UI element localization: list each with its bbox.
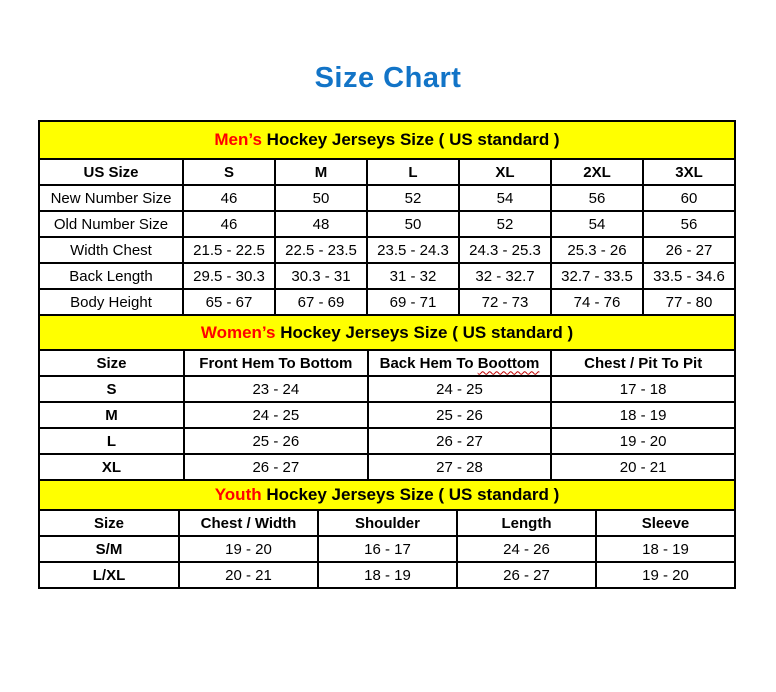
table-row	[39, 237, 735, 263]
row-label: Back Length	[39, 263, 183, 289]
column-header-text: Back Hem To	[379, 354, 474, 372]
table-cell: 50	[275, 185, 367, 211]
table-cell: 24 - 26	[457, 536, 596, 562]
page-title: Size Chart	[314, 62, 462, 94]
table-cell: 18 - 19	[318, 562, 457, 588]
table-cell: 33.5 - 34.6	[643, 263, 735, 289]
table-cell: 52	[459, 211, 551, 237]
column-header: 2XL	[551, 159, 643, 185]
youth-heading-red-word: Youth	[214, 485, 262, 504]
table-cell: 26 - 27	[457, 562, 596, 588]
table-cell: 46	[183, 185, 275, 211]
table-cell: 48	[275, 211, 367, 237]
table-cell: 21.5 - 22.5	[183, 237, 275, 263]
table-cell: 77 - 80	[643, 289, 735, 315]
table-cell: 72 - 73	[459, 289, 551, 315]
row-label: XL	[39, 454, 184, 480]
table-row	[39, 263, 735, 289]
table-cell: 19 - 20	[179, 536, 318, 562]
column-header: Size	[39, 510, 179, 536]
mens-section-header-row	[39, 121, 735, 159]
column-header: Size	[39, 350, 184, 376]
youth-section-header	[39, 480, 735, 510]
table-cell: 74 - 76	[551, 289, 643, 315]
row-label: L/XL	[39, 562, 179, 588]
womens-column-header-row	[39, 350, 735, 376]
table-cell: 24 - 25	[368, 376, 552, 402]
table-cell: 20 - 21	[179, 562, 318, 588]
table-cell: 54	[459, 185, 551, 211]
column-header: S	[183, 159, 275, 185]
womens-heading-text: Hockey Jerseys Size ( US standard )	[280, 322, 574, 342]
mens-section-header	[39, 121, 735, 159]
table-row	[39, 376, 735, 402]
column-header: Length	[457, 510, 596, 536]
youth-size-table	[38, 479, 736, 589]
column-header: Chest / Pit To Pit	[551, 350, 735, 376]
table-cell: 19 - 20	[551, 428, 735, 454]
table-cell: 27 - 28	[368, 454, 552, 480]
table-cell: 32 - 32.7	[459, 263, 551, 289]
table-cell: 54	[551, 211, 643, 237]
table-row	[39, 454, 735, 480]
mens-column-header-row	[39, 159, 735, 185]
table-cell: 17 - 18	[551, 376, 735, 402]
table-cell: 18 - 19	[551, 402, 735, 428]
row-label: S/M	[39, 536, 179, 562]
table-cell: 24 - 25	[184, 402, 368, 428]
table-row	[39, 211, 735, 237]
column-header: L	[367, 159, 459, 185]
youth-heading-text: Hockey Jerseys Size ( US standard )	[266, 485, 560, 504]
youth-section-header-row	[39, 480, 735, 510]
row-label: Body Height	[39, 289, 183, 315]
table-cell: 23 - 24	[184, 376, 368, 402]
column-header: XL	[459, 159, 551, 185]
size-tables-container	[38, 120, 736, 589]
column-header: Sleeve	[596, 510, 735, 536]
table-cell: 69 - 71	[367, 289, 459, 315]
table-cell: 32.7 - 33.5	[551, 263, 643, 289]
row-label: M	[39, 402, 184, 428]
table-cell: 16 - 17	[318, 536, 457, 562]
table-row	[39, 428, 735, 454]
column-header: Shoulder	[318, 510, 457, 536]
mens-heading-red-word: Men’s	[214, 130, 262, 149]
row-label: L	[39, 428, 184, 454]
column-header: Chest / Width	[179, 510, 318, 536]
table-cell: 18 - 19	[596, 536, 735, 562]
table-cell: 20 - 21	[551, 454, 735, 480]
table-cell: 46	[183, 211, 275, 237]
column-header: 3XL	[643, 159, 735, 185]
column-header	[368, 350, 552, 376]
table-cell: 26 - 27	[184, 454, 368, 480]
youth-column-header-row	[39, 510, 735, 536]
row-label: S	[39, 376, 184, 402]
table-cell: 56	[551, 185, 643, 211]
row-label: New Number Size	[39, 185, 183, 211]
table-cell: 25.3 - 26	[551, 237, 643, 263]
table-cell: 67 - 69	[275, 289, 367, 315]
table-cell: 26 - 27	[368, 428, 552, 454]
womens-size-table	[38, 314, 736, 481]
table-cell: 24.3 - 25.3	[459, 237, 551, 263]
table-cell: 25 - 26	[368, 402, 552, 428]
womens-heading-red-word: Women’s	[200, 322, 276, 342]
column-header: M	[275, 159, 367, 185]
table-row	[39, 562, 735, 588]
table-cell: 25 - 26	[184, 428, 368, 454]
table-cell: 60	[643, 185, 735, 211]
mens-heading-text: Hockey Jerseys Size ( US standard )	[266, 130, 560, 149]
table-cell: 23.5 - 24.3	[367, 237, 459, 263]
table-cell: 22.5 - 23.5	[275, 237, 367, 263]
table-cell: 50	[367, 211, 459, 237]
table-row	[39, 402, 735, 428]
table-row	[39, 289, 735, 315]
row-label: Old Number Size	[39, 211, 183, 237]
misspelled-word-spellcheck-underline: Boottom	[477, 354, 540, 372]
column-header: Front Hem To Bottom	[184, 350, 368, 376]
table-cell: 52	[367, 185, 459, 211]
table-cell: 19 - 20	[596, 562, 735, 588]
table-cell: 56	[643, 211, 735, 237]
column-header: US Size	[39, 159, 183, 185]
table-cell: 30.3 - 31	[275, 263, 367, 289]
table-cell: 31 - 32	[367, 263, 459, 289]
table-cell: 29.5 - 30.3	[183, 263, 275, 289]
table-cell: 26 - 27	[643, 237, 735, 263]
mens-size-table	[38, 120, 736, 316]
table-row	[39, 185, 735, 211]
table-row	[39, 536, 735, 562]
womens-section-header-row	[39, 315, 735, 350]
womens-section-header	[39, 315, 735, 350]
table-cell: 65 - 67	[183, 289, 275, 315]
row-label: Width Chest	[39, 237, 183, 263]
